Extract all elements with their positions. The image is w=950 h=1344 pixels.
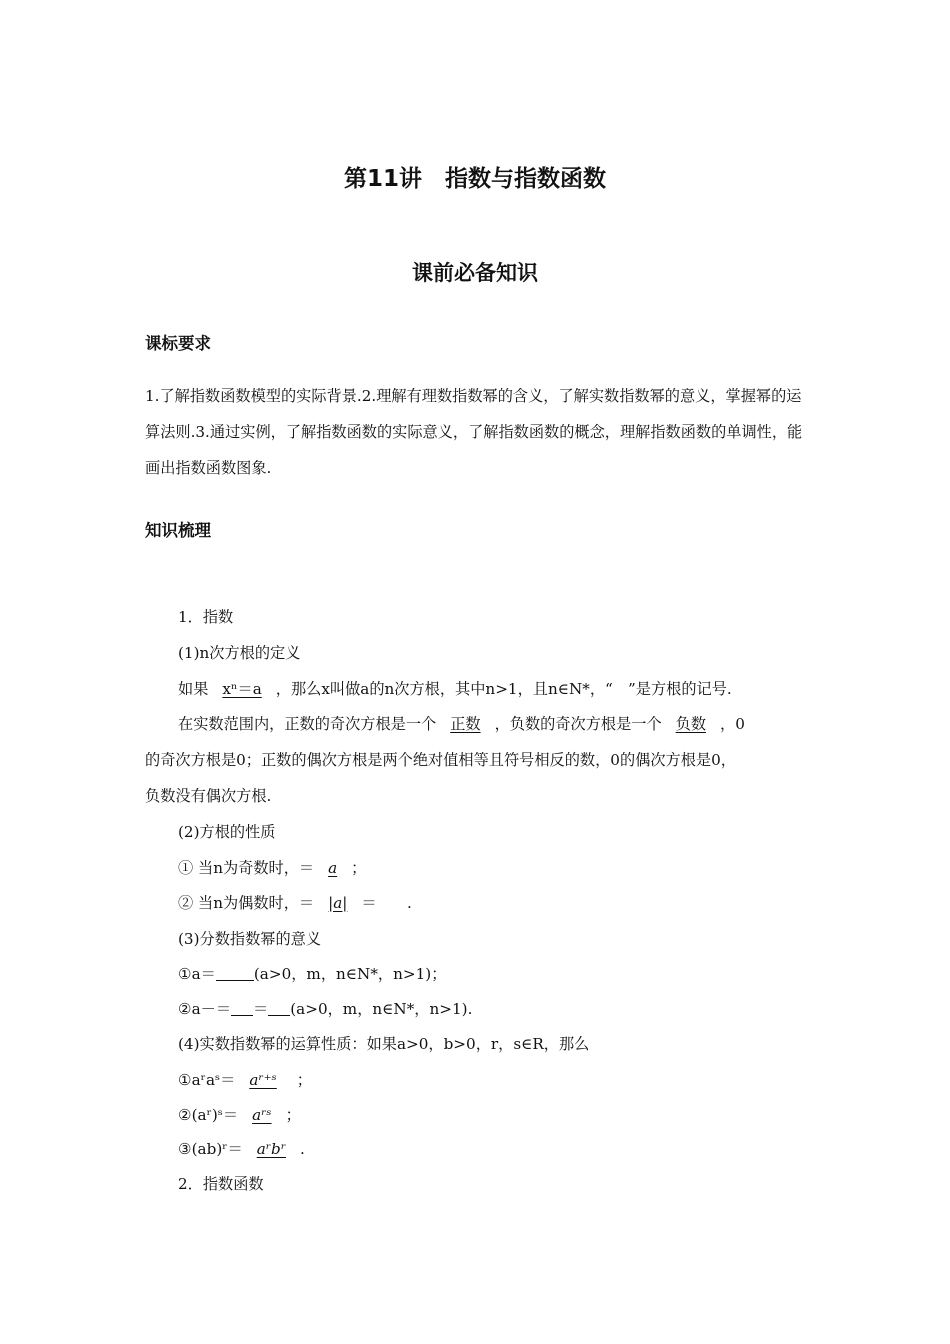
answer-blank: xⁿ＝a — [222, 680, 262, 698]
answer-blank — [231, 1000, 253, 1016]
subsection-root-properties: (2)方根的性质 — [178, 823, 276, 841]
definition-line: 如果 xⁿ＝a ，那么x叫做a的n次方根，其中n>1，且n∈N*，“ ”是方根的记号. — [178, 680, 732, 698]
real-range-line-2: 的奇次方根是0；正数的偶次方根是两个绝对值相等且符号相反的数，0的偶次方根是0， — [145, 751, 736, 769]
exponent-rule-1: ①aʳaˢ＝ aʳ⁺ˢ ； — [178, 1071, 312, 1089]
answer-blank: 正数 — [450, 715, 481, 733]
answer-blank: aʳbʳ — [256, 1140, 287, 1158]
answer-blank: aʳˢ — [252, 1106, 272, 1124]
answer-blank: 负数 — [675, 715, 706, 733]
answer-blank — [216, 965, 254, 981]
fractional-exponent-2: ②a－＝ ＝ (a>0，m，n∈N*，n>1). — [178, 1000, 473, 1018]
heading-knowledge-review: 知识梳理 — [145, 521, 211, 540]
real-range-line-1: 在实数范围内，正数的奇次方根是一个 正数 ，负数的奇次方根是一个 负数 ，0 — [178, 715, 745, 733]
exponent-rule-2: ②(aʳ)ˢ＝ aʳˢ ； — [178, 1106, 301, 1124]
heading-curriculum-requirements: 课标要求 — [145, 334, 211, 353]
answer-blank: aʳ⁺ˢ — [249, 1071, 277, 1089]
lecture-title: 第11讲 指数与指数函数 — [343, 166, 606, 192]
fractional-exponent-1: ①a＝ (a>0，m，n∈N*，n>1)； — [178, 965, 447, 983]
subsection-exponent-rules: (4)实数指数幂的运算性质：如果a>0，b>0，r，s∈R，那么 — [178, 1035, 590, 1053]
curriculum-requirements-text: 1.了解指数函数模型的实际背景.2.理解有理数指数幂的含义，了解实数指数幂的意义，掌握幂的运算法则.3.通过实例，了解指数函数的实际意义，了解指数函数的概念，理解指数函数的单调性，能画出指数函数图象. — [145, 387, 803, 477]
item-1-heading: 1．指数 — [178, 608, 234, 626]
answer-blank: |a| — [328, 894, 348, 912]
exponent-rule-3: ③(ab)ʳ＝ aʳbʳ . — [178, 1140, 305, 1158]
subsection-fractional-exponents: (3)分数指数幂的意义 — [178, 930, 322, 948]
property-even: ② 当n为偶数时，＝ |a| ＝ . — [178, 894, 412, 912]
answer-blank — [268, 1000, 290, 1016]
answer-blank: a — [328, 859, 338, 877]
item-2-heading: 2．指数函数 — [178, 1175, 264, 1193]
subsection-nth-root-definition: (1)n次方根的定义 — [178, 644, 301, 662]
property-odd: ① 当n为奇数时，＝ a ； — [178, 859, 367, 877]
section-subtitle: 课前必备知识 — [412, 261, 538, 285]
real-range-line-3: 负数没有偶次方根. — [145, 787, 272, 805]
